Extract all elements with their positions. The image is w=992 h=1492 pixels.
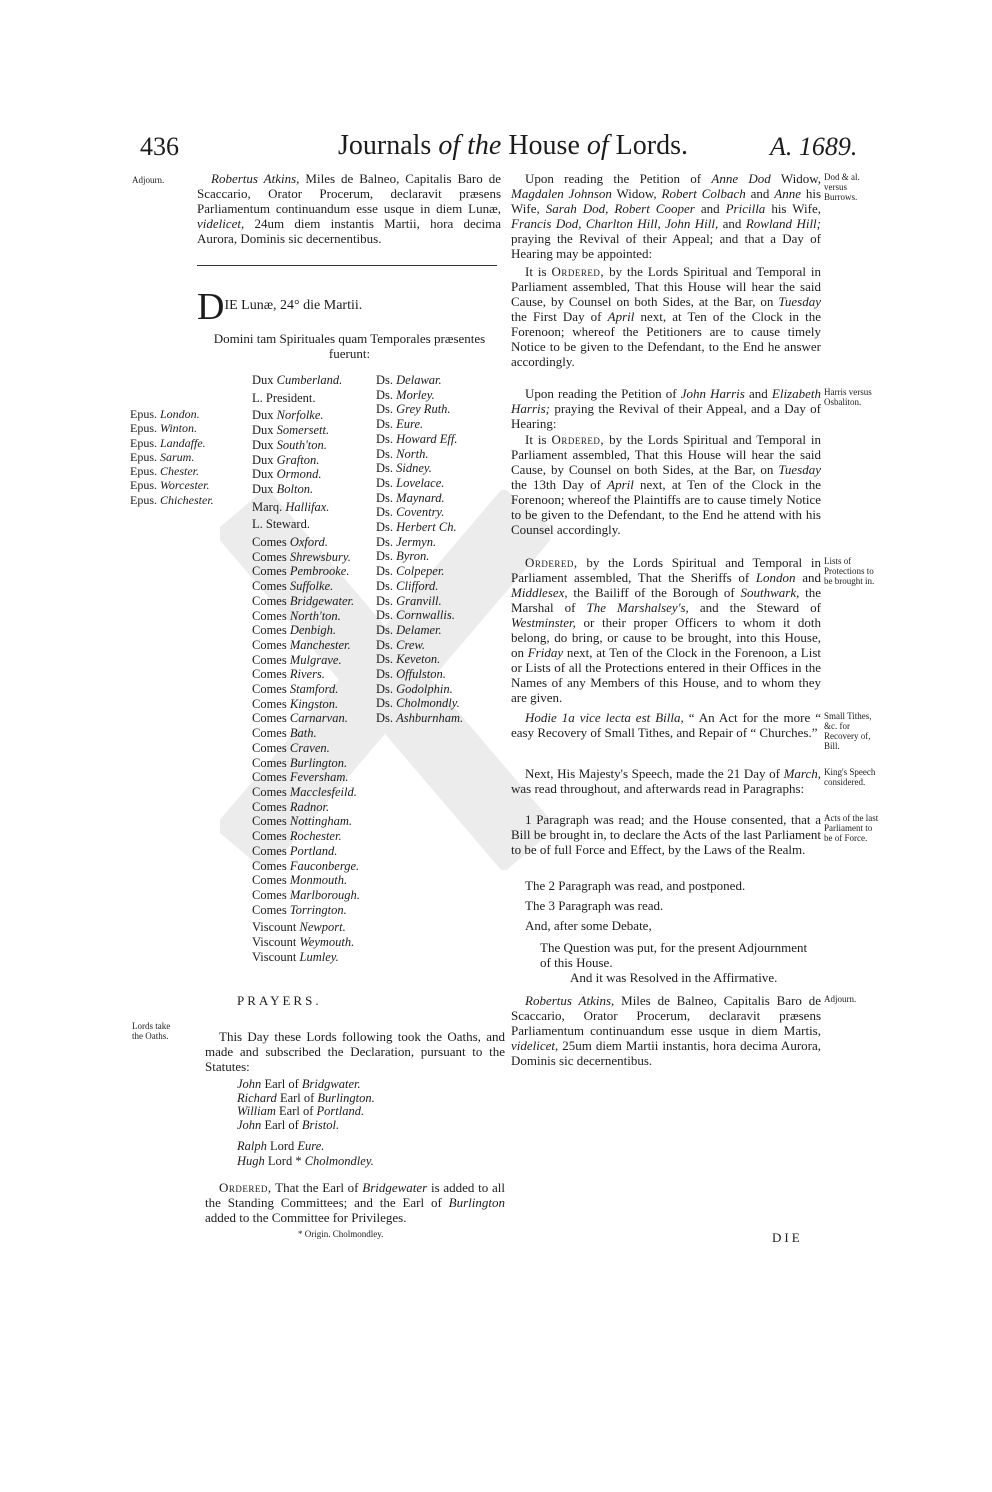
list-item: Ds. Herbert Ch. xyxy=(376,520,457,535)
list-item: Marq. Hallifax. xyxy=(252,499,330,514)
list-item: Comes Kingston. xyxy=(252,696,339,711)
list-item: Richard Earl of Burlington. xyxy=(237,1090,375,1105)
list-item: Ds. Crew. xyxy=(376,637,425,652)
ordered-committees: Ordered, That the Earl of Bridgewater is added to all the Standing Committees; and the Earl of Burlington added to the Committee for Privileges. xyxy=(205,1180,505,1225)
list-item: John Earl of Bristol. xyxy=(237,1117,340,1132)
list-item: Viscount Weymouth. xyxy=(252,935,355,950)
list-item: Ds. Cholmondly. xyxy=(376,696,460,711)
adjourn-paragraph: Robertus Atkins, Miles de Balneo, Capitalis Baro de Scaccario, Orator Procerum, declaravit præsens Parliamentum continuandum esse usque in diem Lunæ, videlicet, 24um diem instantis Martii, hora decima Aurora, Dominis sic decernentibus. xyxy=(197,171,502,246)
list-item: Ds. Maynard. xyxy=(376,490,445,505)
list-item: Comes Pembrooke. xyxy=(252,564,350,579)
margin-note-acts: Acts of the last Parliament to be of Force. xyxy=(824,813,879,843)
margin-note-speech: King's Speech considered. xyxy=(824,767,876,787)
catchword: DIE xyxy=(772,1230,803,1245)
list-item: Ds. Cornwallis. xyxy=(376,608,455,623)
list-item: Epus. London. xyxy=(130,407,200,421)
list-item: Dux Bolton. xyxy=(252,481,314,496)
page-title: Journals of the House of Lords. xyxy=(338,130,688,161)
list-item: Comes Carnarvan. xyxy=(252,711,348,726)
list-item: Comes Suffolke. xyxy=(252,579,334,594)
list-item: L. Steward. xyxy=(252,517,310,532)
oath-lords-earls xyxy=(237,1078,375,1132)
list-item: Comes Rivers. xyxy=(252,667,325,682)
list-item: Viscount Lumley. xyxy=(252,949,339,964)
list-item: Dux Ormond. xyxy=(252,467,322,482)
margin-note-adjourn: Adjourn. xyxy=(132,175,165,185)
list-item: Epus. Sarum. xyxy=(130,449,195,464)
list-item: Dux Somersett. xyxy=(252,423,330,438)
after-debate: And, after some Debate, xyxy=(525,918,652,933)
margin-note-lists: Lists of Protections to be brought in. xyxy=(824,556,875,586)
bishops-list xyxy=(130,407,214,507)
list-item: Ds. Grey Ruth. xyxy=(376,402,451,417)
list-item: Comes Monmouth. xyxy=(252,873,348,888)
page-number: 436 xyxy=(140,132,179,161)
list-item: Comes Portland. xyxy=(252,843,338,858)
list-item: Comes Feversham. xyxy=(252,770,349,785)
page-year: A. 1689. xyxy=(770,132,858,161)
list-item: Ralph Lord Eure. xyxy=(237,1139,325,1153)
list-item: Comes Torrington. xyxy=(252,902,347,917)
list-item: Ds. Clifford. xyxy=(376,578,439,593)
adjourn-paragraph-2: Robertus Atkins, Miles de Balneo, Capitalis Baro de Scaccario, Orator Procerum, declaravit præsens Parliamentum continuandum esse usque in diem Martis, videlicet, 25um diem Martii instantis, hora decima Aurora, Dominis sic decernentibus. xyxy=(511,993,822,1068)
list-item: Comes Stamford. xyxy=(252,682,339,697)
list-item: Ds. Delamer. xyxy=(376,622,442,637)
list-item: Dux Cumberland. xyxy=(252,373,343,387)
die-heading: DIE Lunæ, 24° die Martii. xyxy=(197,286,363,328)
list-item: Dux Norfolke. xyxy=(252,408,324,423)
list-item: Comes Radnor. xyxy=(252,799,330,814)
list-item: Hugh Lord * Cholmondley. xyxy=(237,1153,374,1168)
list-item: Ds. Eure. xyxy=(376,417,424,432)
list-item: Epus. Landaffe. xyxy=(130,435,206,450)
petition-harris: Upon reading the Petition of John Harris and Elizabeth Harris; praying the Revival of their Appeal, and a Day of Hearing: xyxy=(511,386,821,431)
margin-note-tithes: Small Tithes, &c. for Recovery of, Bill. xyxy=(824,711,872,751)
list-item: Comes Bridgewater. xyxy=(252,593,355,608)
list-item: Comes Craven. xyxy=(252,740,330,755)
margin-note-adjourn-2: Adjourn. xyxy=(824,994,857,1004)
list-item: Comes Rochester. xyxy=(252,829,342,844)
list-item: Comes Oxford. xyxy=(252,535,328,550)
list-item: Dux Grafton. xyxy=(252,452,320,467)
list-item: Ds. Howard Eff. xyxy=(376,431,458,446)
list-item: Dux South'ton. xyxy=(252,437,327,452)
divider-rule xyxy=(197,265,497,266)
list-item: William Earl of Portland. xyxy=(237,1104,365,1118)
list-item: Ds. Coventry. xyxy=(376,505,445,520)
list-item: Comes Denbigh. xyxy=(252,623,337,638)
list-item: Epus. Chichester. xyxy=(130,492,214,507)
list-item: Ds. Lovelace. xyxy=(376,475,445,490)
footnote: * Origin. Cholmondley. xyxy=(298,1229,384,1239)
list-item: Ds. Jermyn. xyxy=(376,534,437,549)
list-item: Ds. Ashburnham. xyxy=(376,711,464,726)
list-item: Ds. Morley. xyxy=(376,387,435,402)
paragraph-two: The 2 Paragraph was read, and postponed. xyxy=(525,878,746,893)
list-item: Comes Nottingham. xyxy=(252,814,353,829)
list-item: Comes Marlborough. xyxy=(252,887,360,902)
oath-lords-barons xyxy=(237,1139,374,1168)
list-item: Viscount Newport. xyxy=(252,920,346,935)
list-item: Ds. Keveton. xyxy=(376,652,441,667)
list-item: Ds. Granvill. xyxy=(376,593,442,608)
list-item: Ds. Delawar. xyxy=(376,373,442,387)
kings-speech: Next, His Majesty's Speech, made the 21 Day of March, was read throughout, and afterwards read in Paragraphs: xyxy=(511,766,821,796)
list-item: Comes Fauconberge. xyxy=(252,858,360,873)
list-item: Comes Macclesfeild. xyxy=(252,784,357,799)
list-item: Comes Burlington. xyxy=(252,755,348,770)
oaths-paragraph: This Day these Lords following took the Oaths, and made and subscribed the Declaration, pursuant to the Statutes: xyxy=(205,1029,505,1074)
list-item: Comes Shrewsbury. xyxy=(252,549,351,564)
ordered-hearing-dod: It is Ordered, by the Lords Spiritual and Temporal in Parliament assembled, That this House will hear the said Cause, by Counsel on both Sides, at the Bar, on Tuesday the First Day of April next, at Ten of the Clock in the Forenoon; whereof the Petitioners are to cause timely Notice to be given to the Defendant, to the End he answer accordingly. xyxy=(511,264,822,369)
paragraph-three: The 3 Paragraph was read. xyxy=(525,898,664,913)
ordered-hearing-harris: It is Ordered, by the Lords Spiritual and Temporal in Parliament assembled, That this House will hear the said Cause, by Counsel on both Sides, at the Bar, on Tuesday the 13th Day of April next, at Ten of the Clock in the Forenoon; whereof the Plaintiffs are to cause timely Notice to be given to the Defendant, to the End he attend with his Counsel accordingly. xyxy=(511,432,822,537)
list-item: Comes Bath. xyxy=(252,726,317,741)
margin-note-dod: Dod & al. versus Burrows. xyxy=(824,172,860,202)
lords-column-1 xyxy=(252,373,360,964)
margin-note-oaths: Lords take the Oaths. xyxy=(132,1021,171,1041)
ordered-protections: Ordered, by the Lords Spiritual and Temporal in Parliament assembled, That the Sheriffs of London and Middlesex, the Bailiff of the Borough of Southwark, the Marshal of The Marshalsey's, and the Steward of Westminster, or their proper Officers to whom it doth belong, do bring, or cause to be brought, into this House, on Friday next, at Ten of the Clock in the Forenoon, a List or Lists of all the Protections entered in their Offices in the Names of any Members of this House, and to whom they are given. xyxy=(511,555,822,705)
list-item: John Earl of Bridgwater. xyxy=(237,1077,361,1091)
list-item: Epus. Worcester. xyxy=(130,478,210,493)
margin-note-harris: Harris versus Osbaliton. xyxy=(824,387,872,407)
domini-line: Domini tam Spirituales quam Temporales præsentes fuerunt: xyxy=(213,331,486,361)
list-item: Ds. Colpeper. xyxy=(376,564,445,579)
list-item: Ds. Offulston. xyxy=(376,667,446,682)
petition-dod: Upon reading the Petition of Anne Dod Widow, Magdalen Johnson Widow, Robert Colbach and Anne his Wife, Sarah Dod, Robert Cooper and Pricilla his Wife, Francis Dod, Charlton Hill, John Hill, and Rowland Hill; praying the Revival of their Appeal; and that a Day of Hearing may be appointed: xyxy=(511,171,822,261)
paragraph-one: 1 Paragraph was read; and the House consented, that a Bill be brought in, to declare the Acts of the last Parliament to be of full Force and Effect, by the Laws of the Realm. xyxy=(511,812,821,857)
list-item: Ds. North. xyxy=(376,446,429,461)
question-put: The Question was put, for the present Adjournment of this House. xyxy=(540,940,808,970)
list-item: Comes Manchester. xyxy=(252,637,351,652)
bill-small-tithes: Hodie 1a vice lecta est Billa, “ An Act for the more “ easy Recovery of Small Tithes, and Repair of “ Churches.” xyxy=(511,710,821,740)
list-item: Ds. Byron. xyxy=(376,549,430,564)
lords-column-2 xyxy=(376,373,463,726)
resolved: And it was Resolved in the Affirmative. xyxy=(570,970,778,985)
prayers-heading: PRAYERS. xyxy=(237,993,322,1008)
list-item: Comes North'ton. xyxy=(252,608,341,623)
list-item: Epus. Winton. xyxy=(130,421,198,436)
list-item: L. President. xyxy=(252,390,316,405)
list-item: Comes Mulgrave. xyxy=(252,652,342,667)
list-item: Epus. Chester. xyxy=(130,464,199,479)
list-item: Ds. Godolphin. xyxy=(376,681,453,696)
list-item: Ds. Sidney. xyxy=(376,461,432,476)
